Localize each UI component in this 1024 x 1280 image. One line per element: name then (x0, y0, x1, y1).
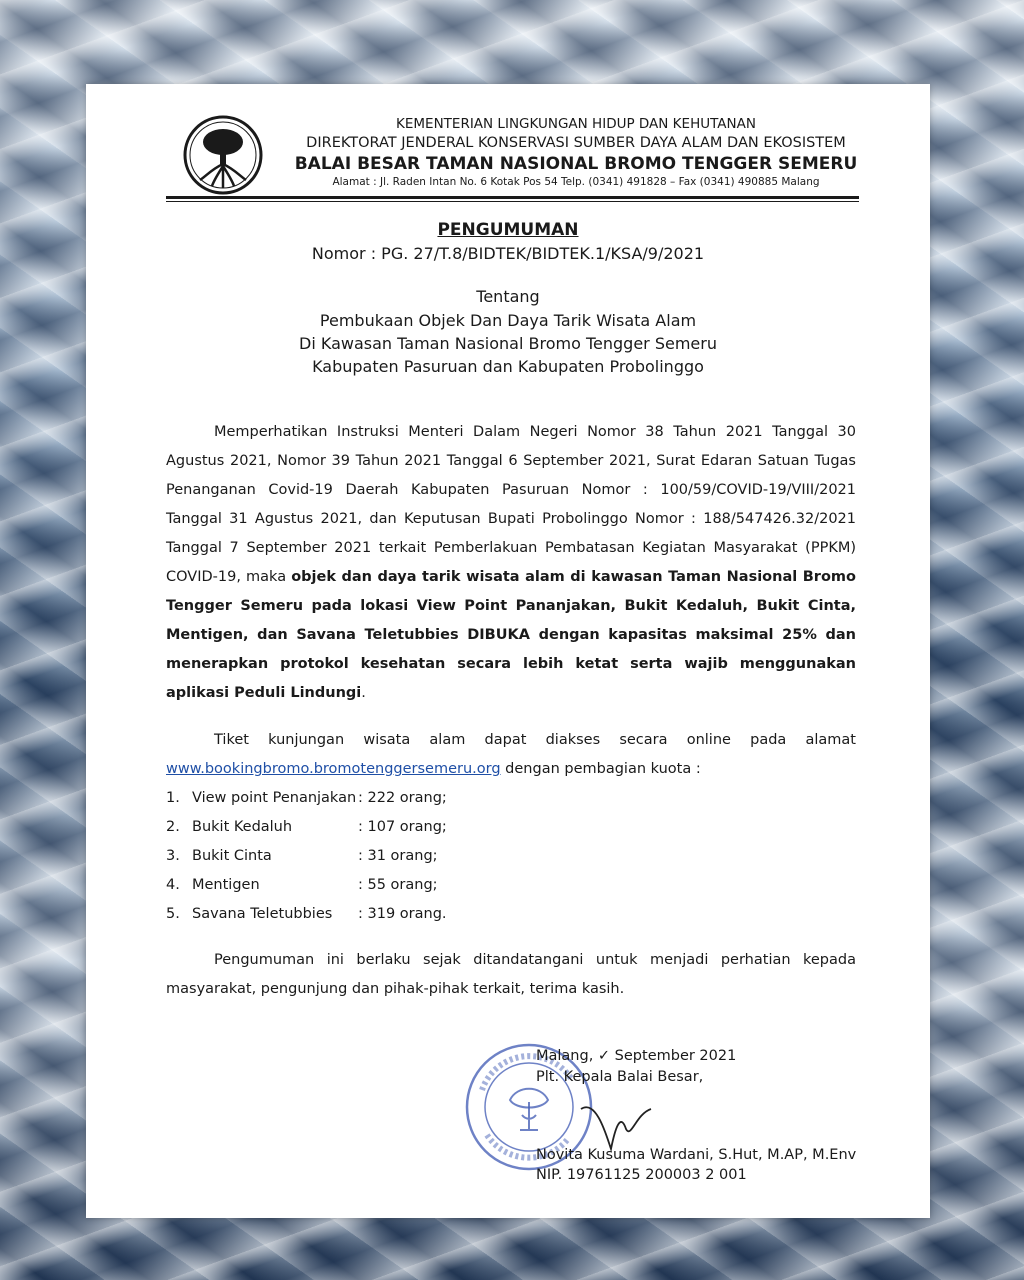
signatory-nip: NIP. 19761125 200003 2 001 (536, 1167, 747, 1183)
quota-location: Savana Teletubbies (192, 906, 333, 922)
ministry-logo-icon (182, 114, 264, 196)
announcement-title: PENGUMUMAN (437, 220, 579, 240)
intro-end: . (361, 685, 366, 701)
quota-number: 2. (166, 819, 180, 835)
ticket-text: Tiket kunjungan wisata alam dapat diakses secara online pada alamat (214, 732, 856, 748)
quota-value: : 55 orang; (358, 877, 438, 893)
quota-value: : 31 orang; (358, 848, 438, 864)
quota-value: : 107 orang; (358, 819, 447, 835)
quota-item (166, 842, 438, 871)
quota-location: Bukit Kedaluh (192, 819, 293, 835)
quota-number: 5. (166, 906, 180, 922)
quota-item (166, 813, 447, 842)
quota-number: 1. (166, 790, 180, 806)
paragraph-intro (166, 418, 856, 708)
quota-value: : 222 orang; (358, 790, 447, 806)
paragraph-closing: Pengumuman ini berlaku sejak ditandatangani untuk menjadi perhatian kepada masyarakat, pengunjung dan pihak-pihak terkait, terima kasih. (166, 952, 856, 997)
signatory-name: Novita Kusuma Wardani, S.Hut, M.AP, M.Env (536, 1147, 857, 1163)
quota-item (166, 900, 447, 929)
quota-value: : 319 orang. (358, 906, 447, 922)
header-rule (166, 196, 859, 199)
quota-item (166, 784, 447, 813)
ministry-name: KEMENTERIAN LINGKUNGAN HIDUP DAN KEHUTANAN (396, 116, 756, 132)
document-page (86, 84, 930, 1218)
quota-number: 4. (166, 877, 180, 893)
header-rule-thin (166, 201, 859, 202)
intro-bold-text: objek dan daya tarik wisata alam di kawasan Taman Nasional Bromo Tengger Semeru pada lokasi View Point Pananjakan, Bukit Kedaluh, Bukit Cinta, Mentigen, dan Savana Teletubbies DIBUKA dengan kapasitas maksimal 25% dan menerapkan protokol kesehatan secara lebih ketat serta wajib menggunakan aplikasi Peduli Lindungi (166, 569, 856, 701)
booking-link[interactable]: www.bookingbromo.bromotenggersemeru.org (166, 761, 501, 777)
quota-number: 3. (166, 848, 180, 864)
about-line: Di Kawasan Taman Nasional Bromo Tengger Semeru (299, 334, 717, 353)
ticket-text-end: dengan pembagian kuota : (500, 761, 701, 777)
office-name: BALAI BESAR TAMAN NASIONAL BROMO TENGGER SEMERU (294, 154, 858, 174)
about-line: Pembukaan Objek Dan Daya Tarik Wisata Alam (319, 311, 697, 330)
directorate-name: DIREKTORAT JENDERAL KONSERVASI SUMBER DAYA ALAM DAN EKOSISTEM (306, 135, 846, 151)
signature-place-date: Malang, ✓ September 2021 (536, 1048, 737, 1064)
about-line: Kabupaten Pasuruan dan Kabupaten Probolinggo (312, 357, 704, 376)
office-address: Alamat : Jl. Raden Intan No. 6 Kotak Pos 54 Telp. (0341) 491828 – Fax (0341) 490885 Malang (332, 176, 820, 188)
quota-location: View point Penanjakan (192, 790, 357, 806)
paragraph-ticket (166, 726, 856, 784)
intro-text: Memperhatikan Instruksi Menteri Dalam Negeri Nomor 38 Tahun 2021 Tanggal 30 Agustus 2021, Nomor 39 Tahun 2021 Tanggal 6 September 2021, Surat Edaran Satuan Tugas Penanganan Covid-19 Daerah Kabupaten Pasuruan Nomor : 100/59/COVID-19/VIII/2021 Tanggal 31 Agustus 2021, dan Keputusan Bupati Probolinggo Nomor : 188/547426.32/2021 Tanggal 7 September 2021 terkait Pemberlakuan Pembatasan Kegiatan Masyarakat (PPKM) COVID-19, maka (166, 424, 856, 585)
quota-item (166, 871, 438, 900)
about-label: Tentang (476, 287, 540, 306)
signature-position: Plt. Kepala Balai Besar, (536, 1069, 704, 1085)
announcement-number: Nomor : PG. 27/T.8/BIDTEK/BIDTEK.1/KSA/9/2021 (311, 244, 705, 263)
quota-location: Bukit Cinta (192, 848, 272, 864)
quota-location: Mentigen (192, 877, 260, 893)
